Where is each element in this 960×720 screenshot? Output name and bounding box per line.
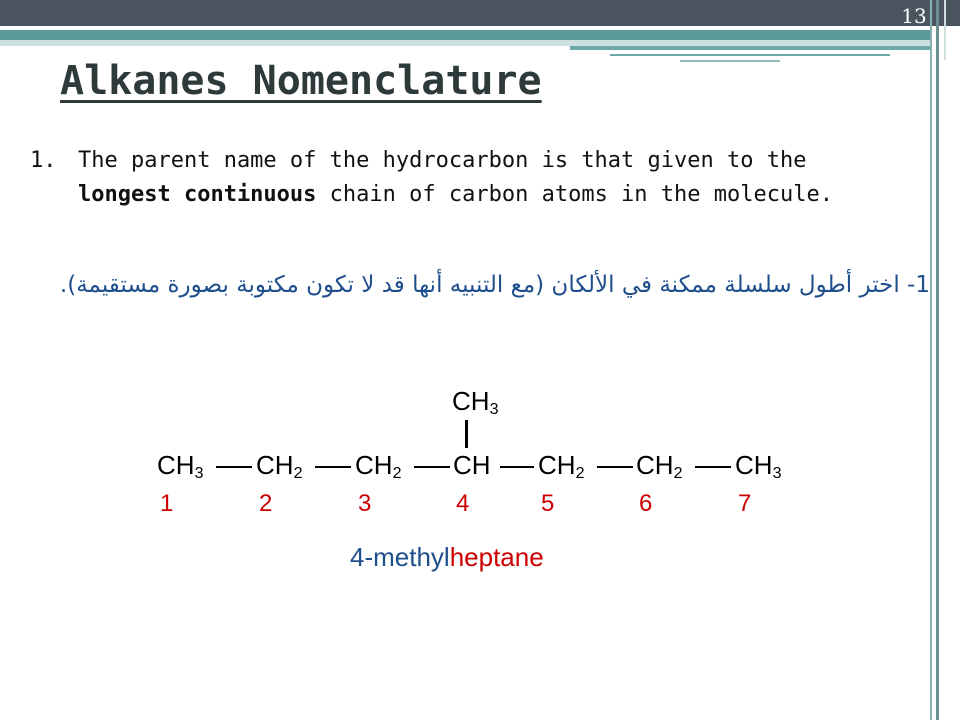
side-rule-3: [944, 0, 946, 60]
branch-bond: [465, 420, 468, 448]
name-prefix: 4-methyl: [350, 542, 450, 572]
group-base: CH: [157, 450, 195, 480]
header-accent-line: [570, 46, 930, 50]
point-text-start: The parent name of the hydrocarbon is that given to the: [78, 148, 807, 173]
bond-6-7: [695, 466, 731, 468]
chain-group-5: [538, 450, 584, 483]
chain-group-2: [256, 450, 302, 483]
group-base: CH: [636, 450, 674, 480]
chain-group-1: [157, 450, 203, 483]
group-sub: 3: [772, 465, 782, 482]
group-sub: 3: [194, 465, 204, 482]
side-rule-1: [930, 0, 932, 720]
chain-group-6: [636, 450, 682, 483]
point-text: [78, 144, 878, 212]
point-number: 1.: [30, 148, 57, 173]
group-base: CH: [256, 450, 294, 480]
slide-number: 13: [901, 4, 927, 28]
group-base: CH: [355, 450, 393, 480]
carbon-number-2: 2: [259, 490, 273, 517]
header-bar: [0, 0, 960, 26]
compound-name: [350, 542, 544, 573]
group-sub: 2: [392, 465, 402, 482]
group-sub: 2: [575, 465, 585, 482]
carbon-number-4: 4: [456, 490, 470, 517]
carbon-number-6: 6: [639, 490, 653, 517]
slide-title: Alkanes Nomenclature: [60, 58, 542, 104]
group-sub: 2: [673, 465, 683, 482]
structural-formula: [0, 380, 960, 540]
bond-2-3: [315, 466, 351, 468]
chain-group-3: [355, 450, 401, 483]
header-accent-line-2: [610, 54, 890, 56]
group-sub: 2: [293, 465, 303, 482]
name-parent: heptane: [449, 542, 544, 572]
header-accent-bar: [0, 30, 930, 40]
carbon-number-7: 7: [738, 490, 752, 517]
chain-group-4: [453, 450, 491, 483]
branch-sub: 3: [489, 401, 499, 418]
group-base: CH: [453, 450, 491, 480]
carbon-number-1: 1: [160, 490, 174, 517]
branch-base: CH: [452, 386, 490, 416]
bond-1-2: [216, 466, 252, 468]
bond-5-6: [597, 466, 633, 468]
group-base: CH: [538, 450, 576, 480]
carbon-number-3: 3: [358, 490, 372, 517]
bond-3-4: [414, 466, 450, 468]
side-rule-2: [936, 0, 939, 720]
header-accent-line-3: [680, 60, 780, 62]
carbon-number-5: 5: [541, 490, 555, 517]
point-text-end: chain of carbon atoms in the molecule.: [316, 182, 833, 207]
group-base: CH: [735, 450, 773, 480]
chain-group-7: [735, 450, 781, 483]
point-text-emphasis: longest continuous: [78, 182, 317, 207]
methyl-branch: [452, 386, 498, 419]
bond-4-5: [500, 466, 534, 468]
arabic-note: 1- اختر أطول سلسلة ممكنة في الألكان (مع التنبيه أنها قد لا تكون مكتوبة بصورة مستقيمة).: [59, 272, 930, 298]
